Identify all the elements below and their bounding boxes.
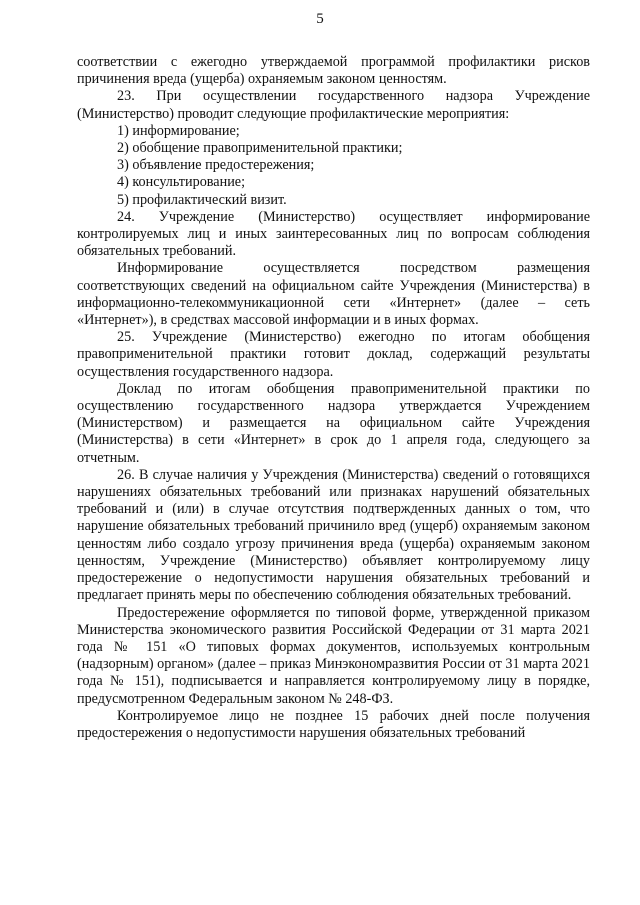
paragraph-informing-details: Информирование осуществляется посредством размещения соответствующих сведений на официальном сайте Учреждения (Министерства) в информационно-телекоммуникационной сети «Интернет» (далее – сеть «Интернет»), в средствах массовой информации и в иных формах.	[77, 260, 590, 329]
list-item-preventive-visit: 5) профилактический визит.	[117, 191, 287, 208]
paragraph-warning-form: Предостережение оформляется по типовой форме, утвержденной приказом Министерства экономического развития Российской Федерации от 31 марта 2021 года № 151 «О типовых формах документов, используемых контрольным (надзорным) органом» (далее – приказ Минэкономразвития России от 31 марта 2021 года № 151), подписывается и направляется контролируемому лицу в порядке, предусмотренном Федеральным законом № 248-ФЗ.	[77, 604, 590, 707]
paragraph-24: 24. Учреждение (Министерство) осуществляет информирование контролируемых лиц и иных заинтересованных лиц по вопросам соблюдения обязательных требований.	[77, 208, 590, 260]
paragraph-25: 25. Учреждение (Министерство) ежегодно по итогам обобщения правоприменительной практики готовит доклад, содержащий результаты осуществления государственного надзора.	[77, 329, 590, 380]
list-item-warning: 3) объявление предостережения;	[117, 157, 315, 174]
paragraph-continuation: соответствии с ежегодно утверждаемой программой профилактики рисков причинения вреда (ущерба) охраняемым законом ценностям.	[77, 54, 590, 88]
paragraph-23: 23. При осуществлении государственного надзора Учреждение (Министерство) проводит следующие профилактические мероприятия:	[77, 88, 590, 122]
list-item-generalization: 2) обобщение правоприменительной практики;	[117, 140, 403, 157]
paragraph-report-details: Доклад по итогам обобщения правоприменительной практики по осуществлению государственного надзора утверждается Учреждением (Министерством) и размещается на официальном сайте Учреждения (Министерства) в сети «Интернет» в срок до 1 апреля года, следующего за отчетным.	[77, 380, 590, 466]
paragraph-controlled-person: Контролируемое лицо не позднее 15 рабочих дней после получения предостережения о недопустимости нарушения обязательных требований	[77, 707, 590, 741]
paragraph-26: 26. В случае наличия у Учреждения (Министерства) сведений о готовящихся нарушениях обязательных требований или признаках нарушений обязательных требований и (или) в случае отсутствия подтвержденных данных о том, что нарушение обязательных требований причинило вред (ущерб) охраняемым законом ценностям либо создало угрозу причинения вреда (ущерба) охраняемым законом ценностям, Учреждение (Министерство) объявляет контролируемому лицу предостережение о недопустимости нарушения обязательных требований и предлагает принять меры по обеспечению соблюдения обязательных требований.	[77, 466, 590, 604]
page-number: 5	[316, 11, 324, 27]
document-body	[77, 54, 590, 742]
list-item-consulting: 4) консультирование;	[117, 174, 246, 191]
list-item-informing: 1) информирование;	[117, 122, 240, 139]
